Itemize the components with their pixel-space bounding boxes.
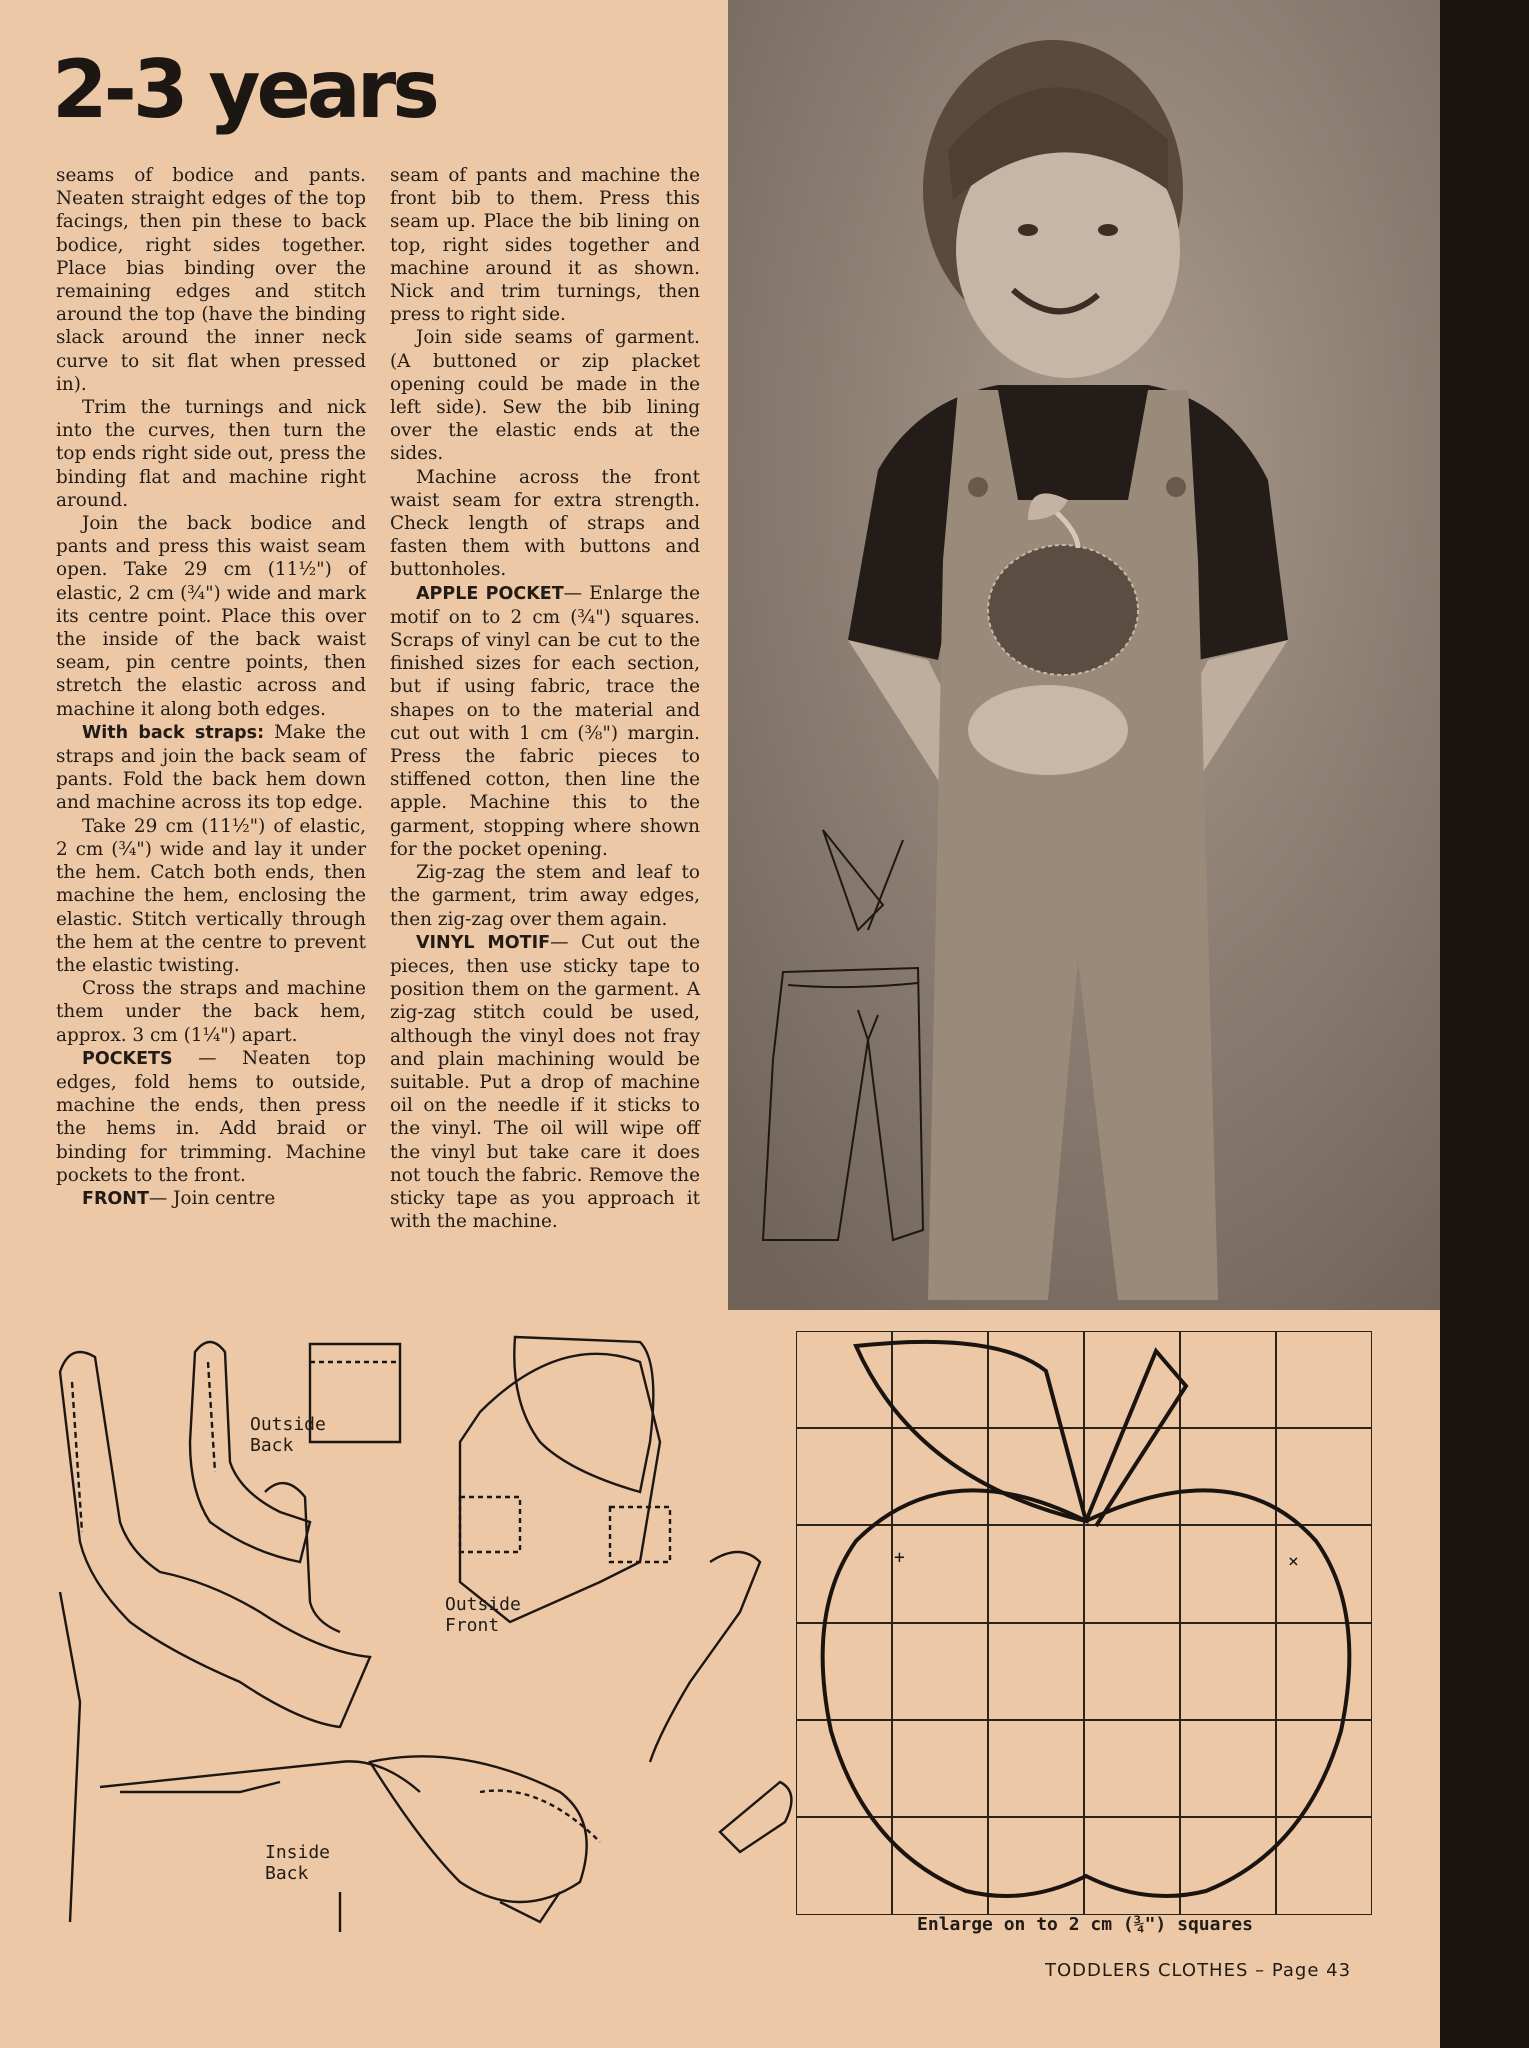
plus-mark: + (894, 1547, 905, 1568)
paragraph-text: — Enlarge the motif on to 2 cm (¾") squares. Scraps of vinyl can be cut to the finished sizes for each section, but if using fabric, trace the shapes on to the material and cut out with 1 cm (⅜") margin. Press the fabric pieces to stiffened cotton, then line the apple. Machine this to the garment, stopping where shown for the pocket opening. (390, 582, 700, 860)
paragraph-text: Make the straps and join the back seam of pants. Fold the back hem down and machine across its top edge. (56, 721, 366, 814)
child-photo (728, 0, 1440, 1310)
page-edge (1440, 0, 1529, 2048)
paragraph: Join the back bodice and pants and press this waist seam open. Take 29 cm (11½") of elastic, 2 cm (¾") wide and mark its centre point. Place this over the inside of the back waist seam, pin centre points, then stretch the elastic across and machine it along both edges. (56, 513, 366, 720)
label-inside-back: Inside Back (265, 1842, 331, 1884)
paragraph: Take 29 cm (11½") of elastic, 2 cm (¾") wide and lay it under the hem. Catch both ends, then machine the hem, enclosing the elastic. Stitch vertically through the hem at the centre to prevent the elastic twisting. (56, 815, 366, 976)
paragraph-text: — Cut out the pieces, then use sticky tape to position them on the garment. A zig-zag stitch could be used, although the vinyl does not fray and plain machining would be suitable. Put a drop of machine oil on the needle if it sticks to the vinyl. The oil will wipe off the vinyl but take care it does not touch the fabric. Remove the sticky tape as you approach it with the machine. (390, 931, 700, 1233)
page-title: 2-3 years (52, 43, 436, 136)
paragraph: Trim the turnings and nick into the curves, then turn the top ends right side out, press the binding flat and machine right around. (56, 397, 366, 511)
overall-pattern-diagram (40, 1322, 800, 1942)
paragraph (56, 721, 366, 815)
apple-motif-grid (796, 1331, 1372, 1915)
grid-caption: Enlarge on to 2 cm (¾") squares (917, 1914, 1253, 1935)
apple-outline (823, 1342, 1350, 1896)
subheading-front: FRONT (82, 1188, 149, 1209)
label-outside-back: Outside Back (250, 1414, 326, 1456)
child-photo-illustration (728, 0, 1440, 1310)
paragraph (390, 931, 700, 1234)
paragraph (56, 1047, 366, 1187)
subheading-apple-pocket: APPLE POCKET (416, 583, 564, 604)
paragraph-text: — Join centre (148, 1187, 276, 1209)
x-mark: × (1288, 1551, 1299, 1572)
apple-grid-illustration (796, 1331, 1372, 1915)
subheading-pockets: POCKETS (82, 1048, 173, 1069)
paragraph (390, 582, 700, 861)
paragraph: seams of bodice and pants. Neaten straight edges of the top facings, then pin these to back bodice, right sides together. Place bias binding over the remaining edges and stitch around the top (have the binding slack around the inner neck curve to sit flat when pressed in). (56, 165, 366, 395)
paragraph-text: — Neaten top edges, fold hems to outside, machine the ends, then press the hems in. Add braid or binding for trimming. Machine pockets to the front. (56, 1047, 366, 1186)
paragraph: Zig-zag the stem and leaf to the garment, trim away edges, then zig-zag over them again. (390, 862, 700, 930)
subheading-back-straps: With back straps: (82, 722, 265, 743)
paragraph: seam of pants and machine the front bib to them. Press this seam up. Place the bib lining on top, right sides together and machine around it as shown. Nick and trim turnings, then press to right side. (390, 165, 700, 326)
text-column-middle (390, 164, 700, 1233)
paragraph (56, 1187, 366, 1211)
label-outside-front: Outside Front (445, 1594, 521, 1636)
page-footer: TODDLERS CLOTHES – Page 43 (1045, 1960, 1352, 1981)
paragraph: Machine across the front waist seam for extra strength. Check length of straps and fasten them with buttons and buttonholes. (390, 466, 700, 581)
subheading-vinyl-motif: VINYL MOTIF (416, 932, 551, 953)
text-column-left (56, 164, 366, 1211)
pattern-line-drawing (40, 1322, 800, 1942)
paragraph: Cross the straps and machine them under the back hem, approx. 3 cm (1¼") apart. (56, 978, 366, 1046)
paragraph: Join side seams of garment. (A buttoned or zip placket opening could be made in the left side). Sew the bib lining over the elastic ends at the sides. (390, 327, 700, 465)
